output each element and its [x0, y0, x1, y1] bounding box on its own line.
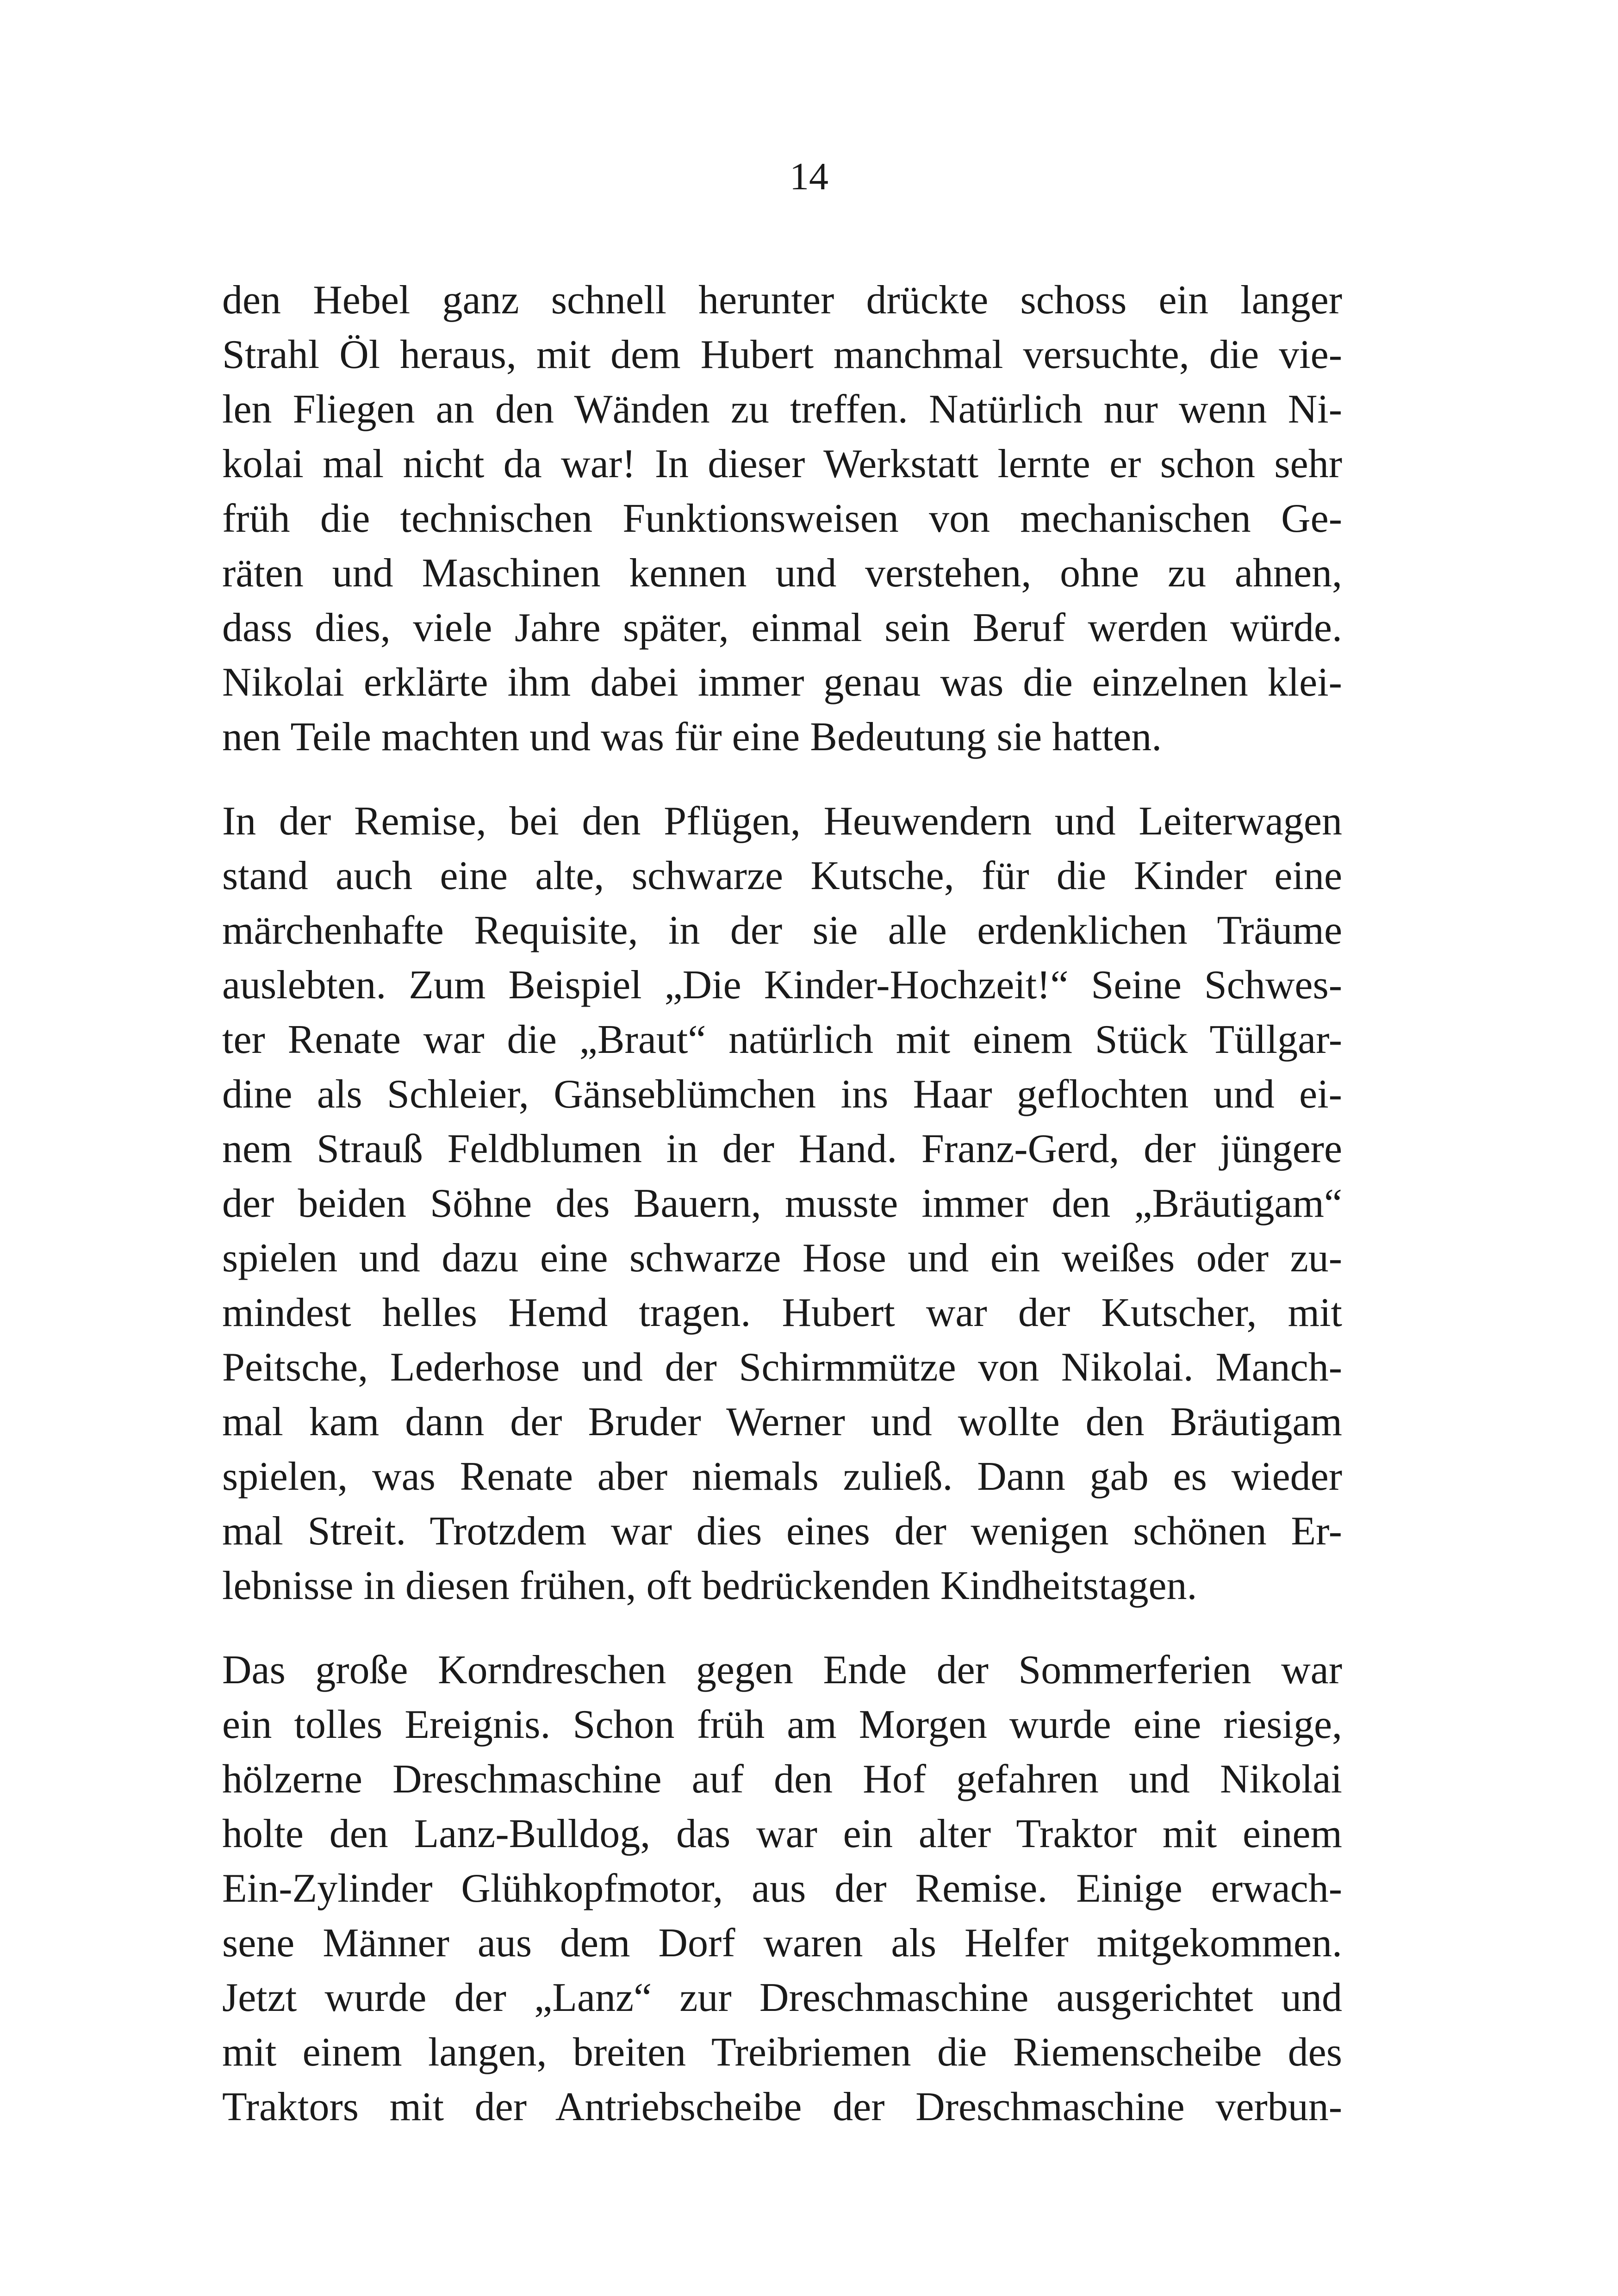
text-line: spielen und dazu eine schwarze Hose und ein weißes oder zu- — [222, 1236, 1342, 1281]
page-number: 14 — [790, 155, 828, 198]
text-line: kolai mal nicht da war! In dieser Werkstatt lernte er schon sehr — [222, 442, 1342, 486]
text-line: auslebten. Zum Beispiel „Die Kinder-Hochzeit!“ Seine Schwes- — [222, 963, 1342, 1008]
text-line: der beiden Söhne des Bauern, musste immer den „Bräutigam“ — [222, 1181, 1342, 1226]
text-line: mal Streit. Trotzdem war dies eines der wenigen schönen Er- — [222, 1509, 1342, 1554]
text-line: hölzerne Dreschmaschine auf den Hof gefahren und Nikolai — [222, 1757, 1342, 1802]
text-line: lebnisse in diesen frühen, oft bedrückenden Kindheitstagen. — [222, 1563, 1197, 1608]
text-line: Traktors mit der Antriebscheibe der Dreschmaschine verbun- — [222, 2084, 1342, 2129]
text-line: ter Renate war die „Braut“ natürlich mit einem Stück Tüllgar- — [222, 1017, 1342, 1062]
paragraph — [222, 273, 1342, 765]
text-line: In der Remise, bei den Pflügen, Heuwendern und Leiterwagen — [222, 799, 1342, 844]
text-line: dass dies, viele Jahre später, einmal sein Beruf werden würde. — [222, 605, 1342, 650]
text-line: mal kam dann der Bruder Werner und wollte den Bräutigam — [222, 1400, 1342, 1444]
text-line: Peitsche, Lederhose und der Schirmmütze von Nikolai. Manch- — [222, 1345, 1342, 1390]
paragraph — [222, 794, 1342, 1613]
text-line: mit einem langen, breiten Treibriemen die Riemenscheibe des — [222, 2030, 1342, 2075]
text-line: ein tolles Ereignis. Schon früh am Morgen wurde eine riesige, — [222, 1702, 1342, 1747]
text-line: Jetzt wurde der „Lanz“ zur Dreschmaschine ausgerichtet und — [222, 1975, 1342, 2020]
paragraph — [222, 1643, 1342, 2134]
text-line: den Hebel ganz schnell herunter drückte schoss ein langer — [222, 278, 1342, 323]
text-line: nen Teile machten und was für eine Bedeutung sie hatten. — [222, 715, 1162, 759]
text-line: räten und Maschinen kennen und verstehen, ohne zu ahnen, — [222, 551, 1342, 596]
text-line: früh die technischen Funktionsweisen von mechanischen Ge- — [222, 496, 1342, 541]
text-line: nem Strauß Feldblumen in der Hand. Franz-Gerd, der jüngere — [222, 1126, 1342, 1171]
body-text — [222, 273, 1342, 2134]
text-line: len Fliegen an den Wänden zu treffen. Natürlich nur wenn Ni- — [222, 387, 1342, 432]
text-line: Nikolai erklärte ihm dabei immer genau was die einzelnen klei- — [222, 660, 1342, 705]
text-line: holte den Lanz-Bulldog, das war ein alter Traktor mit einem — [222, 1811, 1342, 1856]
text-line: Ein-Zylinder Glühkopfmotor, aus der Remise. Einige erwach- — [222, 1866, 1342, 1911]
text-line: Das große Korndreschen gegen Ende der Sommerferien war — [222, 1648, 1342, 1692]
text-line: sene Männer aus dem Dorf waren als Helfer mitgekommen. — [222, 1921, 1342, 1966]
text-line: märchenhafte Requisite, in der sie alle erdenklichen Träume — [222, 908, 1342, 953]
text-line: dine als Schleier, Gänseblümchen ins Haar geflochten und ei- — [222, 1072, 1342, 1117]
text-line: Strahl Öl heraus, mit dem Hubert manchmal versuchte, die vie- — [222, 332, 1342, 377]
text-line: spielen, was Renate aber niemals zuließ. Dann gab es wieder — [222, 1454, 1342, 1499]
text-line: mindest helles Hemd tragen. Hubert war der Kutscher, mit — [222, 1290, 1342, 1335]
text-line: stand auch eine alte, schwarze Kutsche, für die Kinder eine — [222, 853, 1342, 898]
